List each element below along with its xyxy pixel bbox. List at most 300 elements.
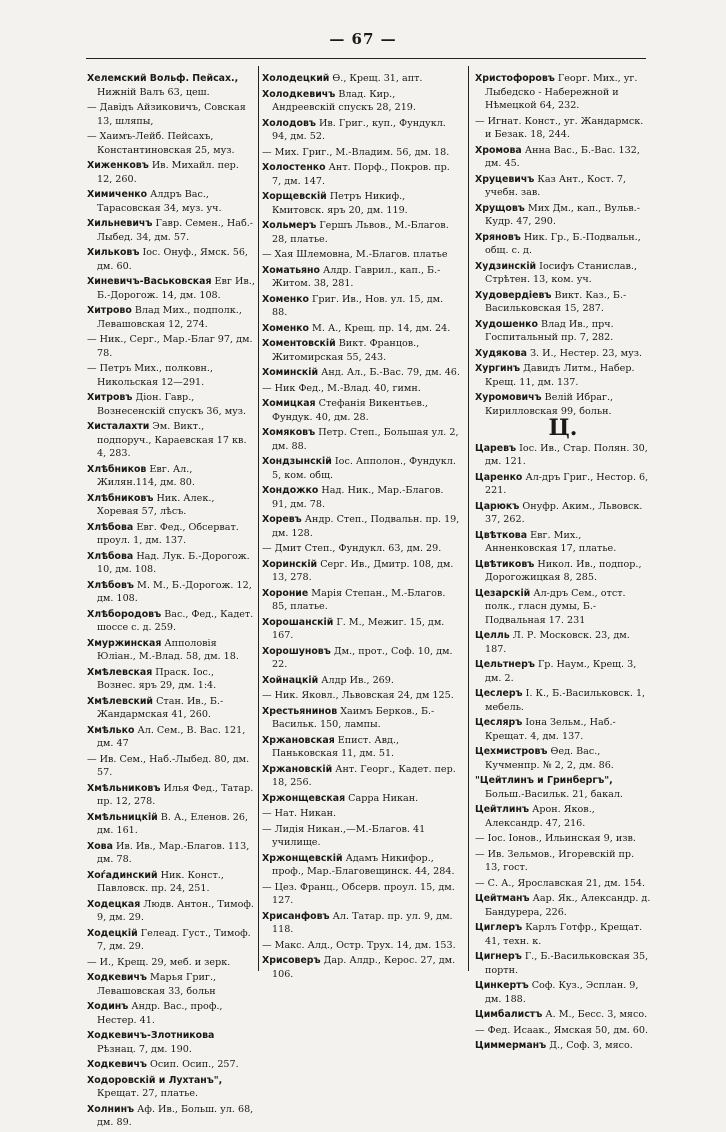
directory-entry <box>262 734 460 761</box>
entry-details: Діон. Гавр., Вознесенскій спускъ 36, муз. <box>97 392 247 417</box>
entry-surname: Хруцевичъ <box>475 173 535 185</box>
entry-surname: Хоменко <box>262 293 309 305</box>
directory-entry <box>475 1039 651 1053</box>
entry-surname: Хлѣбородовъ <box>87 608 162 620</box>
entry-details: Гавр. Семен., Наб.-Лыбед. 34, дм. 57. <box>97 218 254 243</box>
entry-surname: Хрестьянинов <box>262 705 338 717</box>
entry-surname: Хржонщевская <box>262 792 346 804</box>
entry-details: Ник. Гр., Б.-Подвальн., общ. с. д. <box>485 231 641 256</box>
directory-entry <box>475 658 651 685</box>
entry-details: В. А., Еленов. 26, дм. 161. <box>97 811 249 836</box>
entry-details: Гелеад. Густ., Тимоф. 7, дм. 29. <box>97 927 251 952</box>
entry-surname: Хоѓадинский <box>87 869 158 881</box>
directory-entry <box>87 72 255 99</box>
directory-entry <box>87 971 255 998</box>
entry-details: Аар. Як., Александр. д. Бандурера, 226. <box>485 893 651 918</box>
directory-entry <box>475 260 651 287</box>
entry-surname: Хрисоверъ <box>262 955 321 966</box>
entry-details: М. А., Крещ. пр. 14, дм. 24. <box>312 322 451 334</box>
entry-surname: Хомяковъ <box>262 427 316 438</box>
entry-surname: Хитровъ <box>87 392 133 403</box>
entry-details: Серг. Ив., Дмитр. 108, дм. 13, 278. <box>272 558 454 583</box>
entry-surname: Хлѣбова <box>87 550 134 562</box>
entry-details: Никол. Ив., подпор., Дорогожицкая 8, 285. <box>485 558 642 583</box>
entry-surname: Хоминскій <box>262 367 319 378</box>
entry-details: Ант. Георг., Кадет. пер. 18, 256. <box>272 763 456 788</box>
entry-surname: Хмѣлько <box>87 724 135 736</box>
entry-details: Крещат. 27, платье. <box>97 1088 199 1099</box>
directory-entry <box>475 362 651 389</box>
entry-surname: Царенко <box>475 471 523 483</box>
entry-details: Георг. Мих., уг. Лыбедско - Набережной и Нѣмецкой 64, 232. <box>485 73 638 111</box>
directory-entry <box>262 146 460 160</box>
entry-details: Ив. Ив., Мар.-Благов. 113, дм. 78. <box>97 840 250 865</box>
entry-details: — Іос. Іонов., Ильинская 9, изв. <box>475 833 636 844</box>
entry-details: Петръ Никиф., Кмитовск. яръ 20, дм. 119. <box>272 191 408 216</box>
entry-details: Ал. Сем., В. Вас. 121, дм. 47 <box>97 724 246 749</box>
entry-details: Епист. Авд., Паньковская 11, дм. 51. <box>272 734 400 759</box>
directory-entry <box>262 248 460 262</box>
entry-details: Викт. Каз., Б.-Васильковская 15, 287. <box>485 289 627 314</box>
entry-details: — Игнат. Конст., уг. Жандармск. и Безак. 18, 244. <box>475 115 644 140</box>
entry-details: — Ник Фед., М.-Влад. 40, гимн. <box>262 382 421 394</box>
entry-surname: Хржонщевскій <box>262 852 343 864</box>
entry-surname: Холодовъ <box>262 117 316 129</box>
directory-entry <box>87 550 255 577</box>
entry-details: Анд. Ал., Б.-Вас. 79, дм. 46. <box>321 367 460 378</box>
entry-surname: Циглеръ <box>475 922 523 933</box>
entry-details: Апполовія Юліан., М.-Влад. 58, дм. 18. <box>97 637 239 662</box>
directory-entry <box>475 687 651 714</box>
entry-details: Л. Р. Московск. 23, дм. 187. <box>485 630 630 655</box>
entry-surname: Хлѣбовъ <box>87 579 134 591</box>
directory-entry <box>262 337 460 364</box>
column-2 <box>262 72 460 983</box>
column-1 <box>87 72 255 1132</box>
directory-entry <box>475 921 651 948</box>
directory-entry <box>87 420 255 461</box>
directory-entry <box>475 529 651 556</box>
directory-entry <box>262 807 460 821</box>
entry-details: Іос. Ив., Стар. Полян. 30, дм. 121. <box>485 442 648 467</box>
directory-entry <box>87 898 255 925</box>
entry-surname: Ходкевичъ <box>87 972 147 983</box>
entry-details: Соф. Куз., Эсплан. 9, дм. 188. <box>485 980 639 1005</box>
entry-details: Марья Григ., Левашовская 33, больн <box>97 972 217 997</box>
entry-details: Гр. Наум., Крещ. 3, дм. 2. <box>485 659 637 684</box>
directory-entry <box>87 521 255 548</box>
directory-entry <box>87 1029 255 1056</box>
entry-surname: Хомицкая <box>262 398 316 409</box>
directory-entry <box>475 877 651 891</box>
directory-entry <box>262 954 460 981</box>
entry-surname: Хрущовъ <box>475 202 525 214</box>
entry-details: Осип. Осип., 257. <box>150 1059 239 1070</box>
entry-details: Ник. Конст., Павловск. пр. 24, 251. <box>97 869 224 894</box>
directory-entry <box>262 455 460 482</box>
entry-surname: Хмѣльниковъ <box>87 782 161 794</box>
entry-surname: Хелемский Вольф. Пейсах., <box>87 73 239 84</box>
entry-details: Мих Дм., кап., Вульв.-Кудр. 47, 290. <box>485 202 640 227</box>
directory-entry <box>87 869 255 896</box>
directory-entry <box>262 219 460 246</box>
directory-entry <box>87 811 255 838</box>
entry-surname: Ходкевичъ-Злотникова <box>87 1030 215 1041</box>
directory-entry <box>87 637 255 664</box>
directory-entry <box>475 289 651 316</box>
directory-entry <box>475 558 651 585</box>
entry-details: Влад Мих., подполк., Левашовская 12, 274. <box>97 305 242 330</box>
entry-details: — Лидія Никан.,—М.-Благов. 41 училище. <box>262 823 426 848</box>
entry-surname: Хржановская <box>262 734 335 746</box>
entry-details: — Ив. Зельмов., Игоревскій пр. 13, гост. <box>475 848 635 873</box>
entry-surname: Хорошанскій <box>262 616 334 628</box>
directory-entry <box>475 774 651 801</box>
entry-details: Г. М., Межиг. 15, дм. 167. <box>272 616 445 641</box>
entry-details: — Дмит Степ., Фундукл. 63, дм. 29. <box>262 543 442 554</box>
directory-entry <box>475 716 651 743</box>
entry-surname: Хильневичъ <box>87 218 153 229</box>
directory-entry <box>262 881 460 908</box>
entry-surname: Цеслеръ <box>475 688 523 699</box>
entry-details: Дар. Алдр., Керос. 27, дм. 106. <box>272 955 456 980</box>
directory-entry <box>475 1008 651 1022</box>
directory-entry <box>262 322 460 336</box>
entry-details: Аф. Ив., Больш. ул. 68, дм. 89. <box>97 1103 254 1128</box>
entry-surname: "Цейтлинъ и Гринбергъ", <box>475 775 613 786</box>
entry-details: Над. Лук. Б.-Дорогож. 10, дм. 108. <box>97 550 250 575</box>
entry-details: Алдръ Вас., Тарасовская 34, муз. уч. <box>97 189 222 214</box>
entry-surname: Хмѣлевский <box>87 695 154 707</box>
section-letter: Ц. <box>548 415 578 441</box>
directory-entry <box>475 318 651 345</box>
directory-entry <box>87 130 255 157</box>
entry-details: Онуфр. Аким., Львовск. 37, 262. <box>485 500 643 525</box>
directory-entry <box>475 347 651 361</box>
entry-surname: Целль <box>475 630 510 641</box>
directory-entry <box>262 939 460 953</box>
entry-details: — Цез. Франц., Обсерв. проул. 15, дм. 127. <box>262 881 455 906</box>
entry-details: Марія Степан., М.-Благов. 85, платье. <box>272 587 446 612</box>
entry-details: Стан. Ив., Б.-Жандармская 41, 260. <box>97 695 224 720</box>
directory-entry <box>87 246 255 273</box>
directory-entry <box>262 616 460 643</box>
entry-details: Евг. Фед., Обсерват. проул. 1, дм. 137. <box>97 521 239 546</box>
entry-surname: Хмуржинская <box>87 637 162 649</box>
entry-surname: Ходецкая <box>87 898 141 910</box>
directory-entry <box>262 397 460 424</box>
entry-surname: Цвѣтиковъ <box>475 558 535 570</box>
column-divider <box>468 66 469 971</box>
directory-entry <box>475 979 651 1006</box>
entry-details: Ал. Татар. пр. ул. 9, дм. 118. <box>272 910 453 935</box>
directory-entry <box>262 542 460 556</box>
entry-details: Каз Ант., Кост. 7, учебн. зав. <box>485 173 627 198</box>
directory-entry <box>262 705 460 732</box>
entry-details: М. М., Б.-Дорогож. 12, дм. 108. <box>97 579 252 604</box>
entry-surname: Ходецкій <box>87 927 138 939</box>
entry-details: Давидъ Литм., Набер. Крещ. 11, дм. 137. <box>485 363 635 388</box>
entry-surname: Хойнацкій <box>262 674 319 686</box>
entry-surname: Хорщевскій <box>262 191 327 202</box>
entry-details: Влад. Кир., Андреевскій спускъ 28, 219. <box>272 88 416 113</box>
directory-entry <box>87 217 255 244</box>
entry-details: Адамъ Никифор., проф., Мар.-Благовещинск. 44, 284. <box>272 852 455 877</box>
entry-surname: Худовердіевъ <box>475 289 552 301</box>
directory-entry <box>87 1000 255 1027</box>
directory-entry <box>475 442 651 469</box>
entry-details: А. М., Бесс. 3, мясо. <box>545 1009 648 1020</box>
entry-details: Праск. Іос., Вознес. яръ 29, дм. 1:4. <box>97 666 217 691</box>
entry-surname: Цимбалистъ <box>475 1009 543 1020</box>
directory-entry <box>87 608 255 635</box>
entry-details: Ант. Порф., Покров. пр. 7, дм. 147. <box>272 162 450 187</box>
directory-entry <box>262 484 460 511</box>
entry-details: Г., Б.-Васильковская 35, портн. <box>485 951 649 976</box>
entry-surname: Хова <box>87 840 113 852</box>
directory-entry <box>262 88 460 115</box>
directory-entry <box>262 382 460 396</box>
directory-entry <box>262 117 460 144</box>
entry-details: — Ник. Яковл., Львовская 24, дм 125. <box>262 690 454 701</box>
entry-surname: Холодецкий <box>262 73 330 84</box>
entry-details: — И., Крещ. 29, меб. и зерк. <box>87 956 231 968</box>
directory-entry <box>475 848 651 875</box>
header-rule <box>86 58 646 59</box>
directory-entry <box>475 72 651 113</box>
entry-details: Илья Фед., Татар. пр. 12, 278. <box>97 782 254 807</box>
directory-entry <box>87 188 255 215</box>
entry-details: Ник. Алек., Хоревая 57, лѣсъ. <box>97 492 215 517</box>
directory-entry <box>262 689 460 703</box>
entry-surname: Хоментовскій <box>262 338 336 349</box>
entry-surname: Хлѣбниковъ <box>87 492 154 504</box>
entry-surname: Хмѣльницкій <box>87 811 158 823</box>
directory-entry <box>87 695 255 722</box>
entry-details: Евг. Мих., Анненковская 17, платье. <box>485 529 617 554</box>
page-number: — 67 — <box>329 30 397 48</box>
entry-details: — Нат. Никан. <box>262 808 337 819</box>
entry-details: Ѳед. Вас., Кучменпр. № 2, 2, дм. 86. <box>485 746 614 771</box>
entry-surname: Хитрово <box>87 305 132 316</box>
entry-details: — Фед. Исаак., Ямская 50, дм. 60. <box>475 1024 649 1036</box>
directory-entry <box>262 763 460 790</box>
directory-entry <box>475 391 651 418</box>
directory-entry <box>87 492 255 519</box>
entry-surname: Хондзынскій <box>262 456 332 467</box>
entry-surname: Царевъ <box>475 442 517 454</box>
directory-entry <box>87 1103 255 1130</box>
directory-entry <box>87 1074 255 1101</box>
directory-entry <box>87 579 255 606</box>
entry-surname: Циммерманъ <box>475 1040 547 1051</box>
entry-surname: Цезарскій <box>475 587 531 599</box>
entry-surname: Хиневичъ-Васьковская <box>87 276 212 287</box>
directory-entry <box>475 231 651 258</box>
entry-details: Викт. Францов., Житомирская 55, 243. <box>272 338 420 363</box>
directory-entry <box>87 753 255 780</box>
entry-surname: Цинкертъ <box>475 980 529 991</box>
entry-details: Над. Ник., Мар.-Благов. 91, дм. 78. <box>272 485 444 510</box>
entry-details: Вас., Фед., Кадет. шоссе с. д. 259. <box>97 608 254 633</box>
entry-surname: Хиженковъ <box>87 160 149 171</box>
directory-entry <box>87 840 255 867</box>
directory-entry <box>475 144 651 171</box>
entry-details: — Макс. Алд., Остр. Трух. 14, дм. 153. <box>262 939 456 951</box>
entry-surname: Худякова <box>475 347 527 359</box>
entry-details: Іос. Апполон., Фундукл. 5, ком. общ. <box>272 456 456 481</box>
directory-entry <box>87 782 255 809</box>
directory-entry <box>262 645 460 672</box>
entry-details: Алдр Ив., 269. <box>321 674 394 686</box>
directory-entry <box>87 724 255 751</box>
directory-entry <box>262 190 460 217</box>
directory-entry <box>87 362 255 389</box>
directory-entry <box>475 892 651 919</box>
entry-details: Григ. Ив., Нов. ул. 15, дм. 88. <box>272 293 444 318</box>
entry-surname: Хрисанфовъ <box>262 910 330 922</box>
entry-details: — Ник., Серг., Мар.-Благ 97, дм. 78. <box>87 334 253 359</box>
entry-details: Евг. Ал., Жилян.114, дм. 80. <box>97 463 195 488</box>
directory-entry <box>262 674 460 688</box>
directory-entry <box>87 391 255 418</box>
entry-surname: Худзинскій <box>475 260 537 272</box>
directory-entry <box>262 366 460 380</box>
entry-surname: Хисталахти <box>87 421 150 432</box>
directory-entry <box>87 304 255 331</box>
entry-surname: Хоревъ <box>262 514 302 525</box>
entry-surname: Хильковъ <box>87 247 140 258</box>
entry-surname: Хлѣбников <box>87 463 147 475</box>
entry-details: — Ив. Сем., Наб.-Лыбед. 80, дм. 57. <box>87 753 250 778</box>
directory-entry <box>87 101 255 128</box>
entry-surname: Хржановскій <box>262 763 333 775</box>
entry-details: Людв. Антон., Тимоф. 9, дм. 29. <box>97 898 254 923</box>
directory-entry <box>87 666 255 693</box>
entry-surname: Холостенко <box>262 162 326 173</box>
entry-surname: Холодкевичъ <box>262 88 336 100</box>
entry-details: Андр. Степ., Подвальн. пр. 19, дм. 128. <box>272 514 460 539</box>
directory-entry <box>87 333 255 360</box>
directory-entry <box>262 513 460 540</box>
directory-entry <box>262 72 460 86</box>
directory-entry <box>475 1024 651 1038</box>
directory-entry <box>87 1058 255 1072</box>
directory-entry <box>262 792 460 806</box>
entry-details: — Мих. Григ., М.-Владим. 56, дм. 18. <box>262 146 450 158</box>
entry-details: Ив. Михайл. пер. 12, 260. <box>97 160 239 185</box>
entry-surname: Хургинъ <box>475 363 521 374</box>
directory-entry <box>262 264 460 291</box>
entry-details: Карлъ Готфр., Крещат. 41, техн. к. <box>485 922 643 947</box>
entry-surname: Цехмистровъ <box>475 746 548 757</box>
directory-entry <box>87 463 255 490</box>
entry-surname: Хорошуновъ <box>262 645 331 657</box>
directory-entry <box>87 927 255 954</box>
entry-surname: Холнинъ <box>87 1103 135 1115</box>
entry-surname: Хондожко <box>262 485 319 496</box>
entry-details: Ив. Григ., куп., Фундукл. 94, дм. 52. <box>272 117 446 142</box>
directory-entry <box>475 745 651 772</box>
entry-details: — Давідъ Айзиковичъ, Совская 13, шляпы, <box>87 102 246 127</box>
entry-details: — С. А., Ярославская 21, дм. 154. <box>475 877 646 889</box>
directory-entry <box>475 587 651 628</box>
entry-details: Влад Ив., прч. Госпитальный пр. 7, 282. <box>485 318 614 343</box>
entry-details: Арон. Яков., Александр. 47, 216. <box>485 804 595 829</box>
directory-entry <box>87 159 255 186</box>
entry-details: Стефанія Викентьев., Фундук. 40, дм. 28. <box>272 398 428 423</box>
directory-entry <box>87 956 255 970</box>
entry-surname: Хоматьяно <box>262 264 320 276</box>
directory-entry <box>475 173 651 200</box>
directory-entry <box>475 115 651 142</box>
entry-surname: Хлѣбова <box>87 521 134 533</box>
entry-surname: Химиченко <box>87 189 148 200</box>
entry-details: Ал-дръ Сем., отст. полк., гласн думы, Б.-Подвальная 17. 231 <box>485 587 626 626</box>
entry-surname: Хряновъ <box>475 231 521 243</box>
directory-entry <box>262 161 460 188</box>
entry-surname: Цвѣткова <box>475 529 528 541</box>
entry-details: І. К., Б.-Васильковск. 1, мебель. <box>485 688 646 713</box>
directory-entry <box>262 852 460 879</box>
directory-entry <box>475 629 651 656</box>
entry-details: Андр. Вас., проф., Нестер. 41. <box>97 1001 223 1026</box>
entry-details: Іосифъ Станислав., Стрѣтен. 13, ком. уч. <box>485 260 638 285</box>
entry-details: Алдр. Гаврил., кап., Б.-Житом. 38, 281. <box>272 264 441 289</box>
entry-surname: Хольмеръ <box>262 220 317 231</box>
entry-details: Петр. Степ., Большая ул. 2, дм. 88. <box>272 427 459 452</box>
column-3 <box>475 72 651 1055</box>
entry-details: З. И., Нестер. 23, муз. <box>530 347 642 359</box>
entry-details: Эм. Викт., подпоруч., Караевская 17 кв. 4, 283. <box>97 421 247 459</box>
entry-details: — Хаимъ-Лейб. Пейсахъ, Константиновская 25, муз. <box>87 131 235 156</box>
entry-surname: Цельтнеръ <box>475 659 535 670</box>
column-divider <box>258 66 259 971</box>
entry-details: Гершъ Львов., М.-Благов. 28, платье. <box>272 220 449 245</box>
directory-entry <box>475 950 651 977</box>
entry-details: Іос. Онуф., Ямск. 56, дм. 60. <box>97 247 248 272</box>
entry-details: Іона Зельм., Наб.-Крещат. 4, дм. 137. <box>485 717 616 742</box>
entry-surname: Хуромовичъ <box>475 392 542 403</box>
directory-entry <box>262 293 460 320</box>
entry-surname: Цейтлинъ <box>475 804 530 815</box>
entry-details: Хаимъ Берков., Б.-Васильк. 150, лампы. <box>272 705 435 730</box>
entry-details: Нижній Валъ 63, цеш. <box>97 86 210 98</box>
entry-surname: Цейтманъ <box>475 893 530 904</box>
entry-surname: Хромова <box>475 144 522 156</box>
directory-entry <box>475 832 651 846</box>
directory-entry <box>475 202 651 229</box>
directory-entry <box>262 587 460 614</box>
directory-entry <box>475 471 651 498</box>
entry-details: — Петръ Мих., полковн., Никольская 12—291. <box>87 363 213 388</box>
entry-details: Анна Вас., Б.-Вас. 132, дм. 45. <box>485 144 640 169</box>
entry-details: Больш.-Васильк. 21, бакал. <box>485 788 623 800</box>
entry-surname: Хмѣлевская <box>87 666 153 678</box>
entry-surname: Цесляръ <box>475 717 523 728</box>
entry-surname: Цигнеръ <box>475 951 522 962</box>
entry-details: Рѣзнац. 7, дм. 190. <box>97 1043 192 1055</box>
entry-details: Ал-дръ Григ., Нестор. 6, 221. <box>485 471 649 496</box>
entry-surname: Царюкъ <box>475 500 520 512</box>
directory-entry <box>475 803 651 830</box>
entry-details: Сарра Никан. <box>348 792 419 804</box>
entry-details: Д., Соф. 3, мясо. <box>549 1040 633 1051</box>
directory-entry <box>262 558 460 585</box>
entry-surname: Хоменко <box>262 322 309 334</box>
directory-entry <box>262 910 460 937</box>
directory-entry <box>475 500 651 527</box>
